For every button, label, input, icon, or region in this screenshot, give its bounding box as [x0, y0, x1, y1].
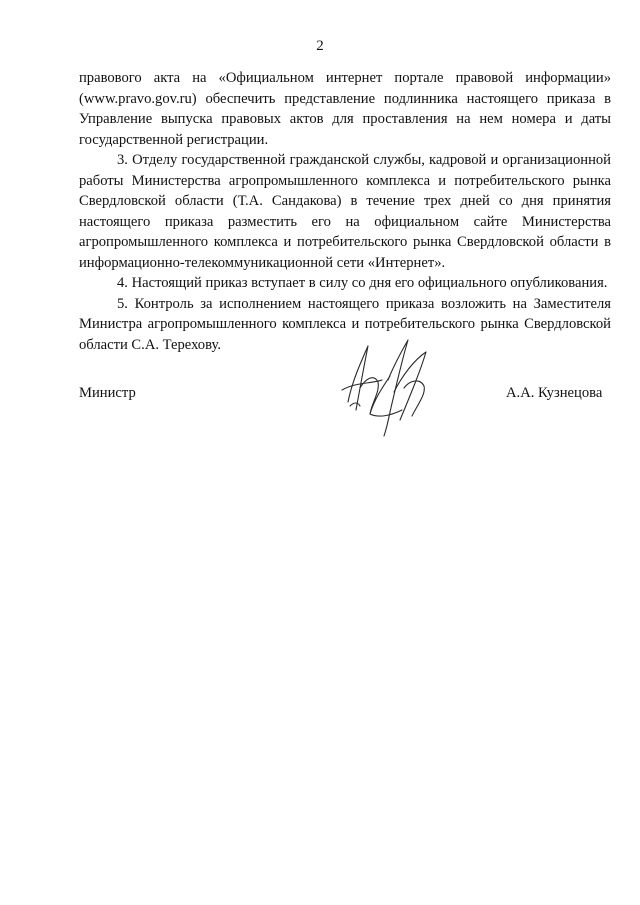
paragraph-item-4: 4. Настоящий приказ вступает в силу со дня его официального опубликования. — [117, 275, 608, 291]
paragraph-item-3: 3. Отделу государственной гражданской службы, кадровой и организационной работы Министерства агропромышленного комплекса и потребительского рынка Свердловской области (Т.А. Сандакова) в течение трех дней со дня принятия настоящего приказа разместить его на официальном сайте Министерства агропромышленного комплекса и потребительского рынка Свердловской области в информационно-телекоммуникационной сети «Интернет». — [79, 152, 611, 271]
document-body — [79, 68, 611, 355]
paragraph-continuation: правового акта на «Официальном интернет портале правовой информации» (www.pravo.gov.ru) обеспечить представление подлинника настоящего приказа в Управление выпуска правовых актов для проставления на нем номера и даты государственной регистрации. — [79, 70, 611, 148]
page-number: 2 — [316, 38, 324, 54]
paragraph-item-5: 5. Контроль за исполнением настоящего приказа возложить на Заместителя Министра агропромышленного комплекса и потребительского рынка Свердловской области С.А. Терехову. — [79, 295, 611, 353]
handwritten-signature — [330, 330, 440, 440]
signatory-name: А.А. Кузнецова — [506, 385, 603, 401]
signatory-title: Министр — [79, 385, 136, 401]
